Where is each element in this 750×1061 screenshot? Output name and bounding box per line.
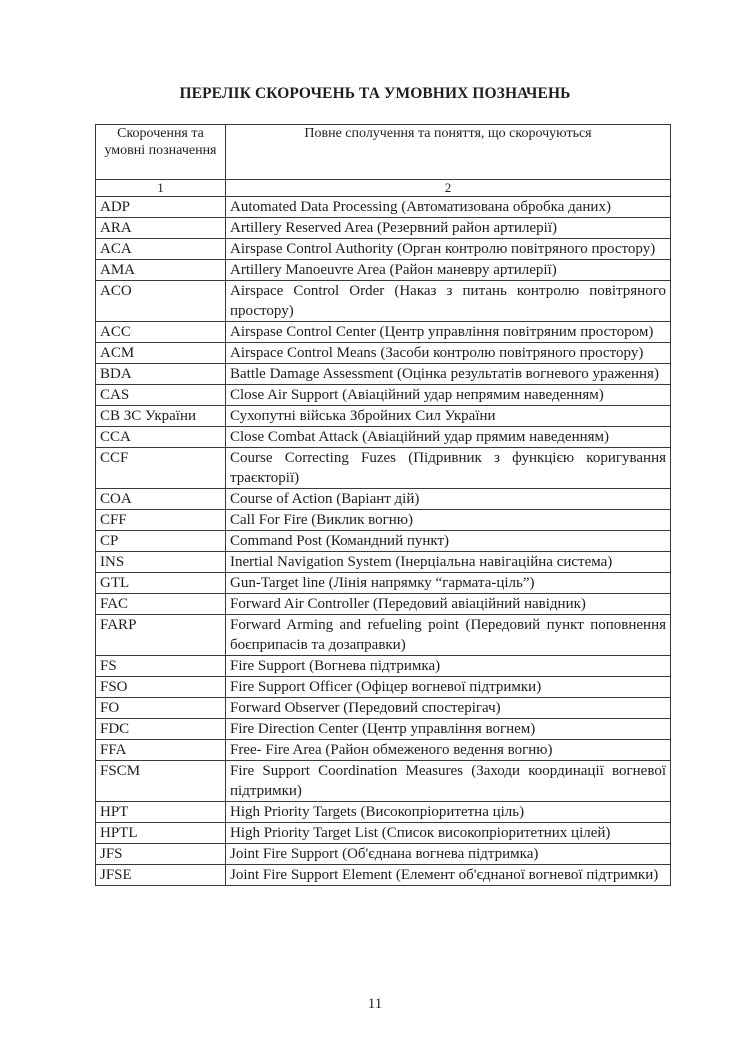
table-row [96,239,671,260]
column-number-1: 1 [96,180,226,197]
header-abbreviation: Скорочення та умовні позначення [96,125,226,180]
table-row [96,343,671,364]
table-row [96,615,671,656]
full-term-cell: Free- Fire Area (Район обмеженого ведення вогню) [226,740,671,761]
full-term-cell: Airspase Control Center (Центр управління повітряним простором) [226,322,671,343]
abbreviation-cell: INS [96,552,226,573]
abbreviation-cell: CCF [96,448,226,489]
full-term-cell: Airspace Control Order (Наказ з питань контролю повітряного простору) [226,281,671,322]
abbreviation-cell: FSCM [96,761,226,802]
full-term-cell: Joint Fire Support (Об'єднана вогнева підтримка) [226,844,671,865]
table-row [96,552,671,573]
table-row [96,197,671,218]
table-header-row [96,125,671,180]
table-row [96,406,671,427]
full-term-cell: Forward Arming and refueling point (Передовий пункт поповнення боєприпасів та дозаправки) [226,615,671,656]
abbreviation-cell: CP [96,531,226,552]
full-term-cell: High Priority Target List (Список високопріоритетних цілей) [226,823,671,844]
full-term-cell: Artillery Manoeuvre Area (Район маневру артилерії) [226,260,671,281]
full-term-cell: Fire Direction Center (Центр управління вогнем) [226,719,671,740]
table-row [96,218,671,239]
full-term-cell: Close Combat Attack (Авіаційний удар прямим наведенням) [226,427,671,448]
abbreviation-cell: JFS [96,844,226,865]
table-row [96,698,671,719]
abbreviation-cell: COA [96,489,226,510]
table-row [96,531,671,552]
abbreviation-cell: HPTL [96,823,226,844]
table-row [96,823,671,844]
full-term-cell: Fire Support Officer (Офіцер вогневої підтримки) [226,677,671,698]
abbreviation-cell: FAC [96,594,226,615]
abbreviations-table-body [96,125,671,886]
table-row [96,677,671,698]
abbreviation-cell: FFA [96,740,226,761]
table-row [96,322,671,343]
table-row [96,761,671,802]
full-term-cell: Airspase Control Authority (Орган контролю повітряного простору) [226,239,671,260]
full-term-cell: Automated Data Processing (Автоматизована обробка даних) [226,197,671,218]
page-title: ПЕРЕЛІК СКОРОЧЕНЬ ТА УМОВНИХ ПОЗНАЧЕНЬ [179,85,571,102]
column-number-2: 2 [226,180,671,197]
full-term-cell: Forward Observer (Передовий спостерігач) [226,698,671,719]
table-row [96,448,671,489]
full-term-cell: Fire Support (Вогнева підтримка) [226,656,671,677]
table-row [96,385,671,406]
abbreviation-cell: FO [96,698,226,719]
abbreviation-cell: JFSE [96,865,226,886]
full-term-cell: Course of Action (Варіант дій) [226,489,671,510]
full-term-cell: Course Correcting Fuzes (Підривник з функцією коригування траєкторії) [226,448,671,489]
abbreviation-cell: FARP [96,615,226,656]
full-term-cell: Inertial Navigation System (Інерціальна навігаційна система) [226,552,671,573]
abbreviation-cell: FSO [96,677,226,698]
column-number-row [96,180,671,197]
table-row [96,719,671,740]
table-row [96,802,671,823]
abbreviation-cell: ARA [96,218,226,239]
abbreviation-cell: CAS [96,385,226,406]
abbreviation-cell: FDC [96,719,226,740]
full-term-cell: Command Post (Командний пункт) [226,531,671,552]
table-row [96,281,671,322]
full-term-cell: High Priority Targets (Високопріоритетна ціль) [226,802,671,823]
table-row [96,656,671,677]
abbreviation-cell: GTL [96,573,226,594]
table-row [96,594,671,615]
table-row [96,510,671,531]
table-row [96,364,671,385]
full-term-cell: Gun-Target line (Лінія напрямку “гармата-ціль”) [226,573,671,594]
abbreviation-cell: BDA [96,364,226,385]
abbreviation-cell: ACA [96,239,226,260]
abbreviation-cell: ACM [96,343,226,364]
page-number: 11 [367,996,383,1012]
full-term-cell: Close Air Support (Авіаційний удар непрямим наведенням) [226,385,671,406]
full-term-cell: Joint Fire Support Element (Елемент об'єднаної вогневої підтримки) [226,865,671,886]
abbreviation-cell: ADP [96,197,226,218]
abbreviation-cell: СВ ЗС України [96,406,226,427]
abbreviation-cell: CCA [96,427,226,448]
table-row [96,427,671,448]
full-term-cell: Сухопутні війська Збройних Сил України [226,406,671,427]
table-row [96,865,671,886]
abbreviation-cell: ACO [96,281,226,322]
abbreviation-cell: FS [96,656,226,677]
table-row [96,573,671,594]
header-full-term: Повне сполучення та поняття, що скорочуються [226,125,671,180]
table-row [96,260,671,281]
table-row [96,844,671,865]
abbreviation-cell: HPT [96,802,226,823]
full-term-cell: Forward Air Controller (Передовий авіаційний навідник) [226,594,671,615]
full-term-cell: Artillery Reserved Area (Резервний район артилерії) [226,218,671,239]
full-term-cell: Fire Support Coordination Measures (Заходи координації вогневої підтримки) [226,761,671,802]
abbreviations-table [95,124,671,886]
abbreviation-cell: CFF [96,510,226,531]
full-term-cell: Call For Fire (Виклик вогню) [226,510,671,531]
table-row [96,740,671,761]
abbreviation-cell: ACC [96,322,226,343]
table-row [96,489,671,510]
full-term-cell: Battle Damage Assessment (Оцінка результатів вогневого ураження) [226,364,671,385]
full-term-cell: Airspace Control Means (Засоби контролю повітряного простору) [226,343,671,364]
abbreviation-cell: AMA [96,260,226,281]
